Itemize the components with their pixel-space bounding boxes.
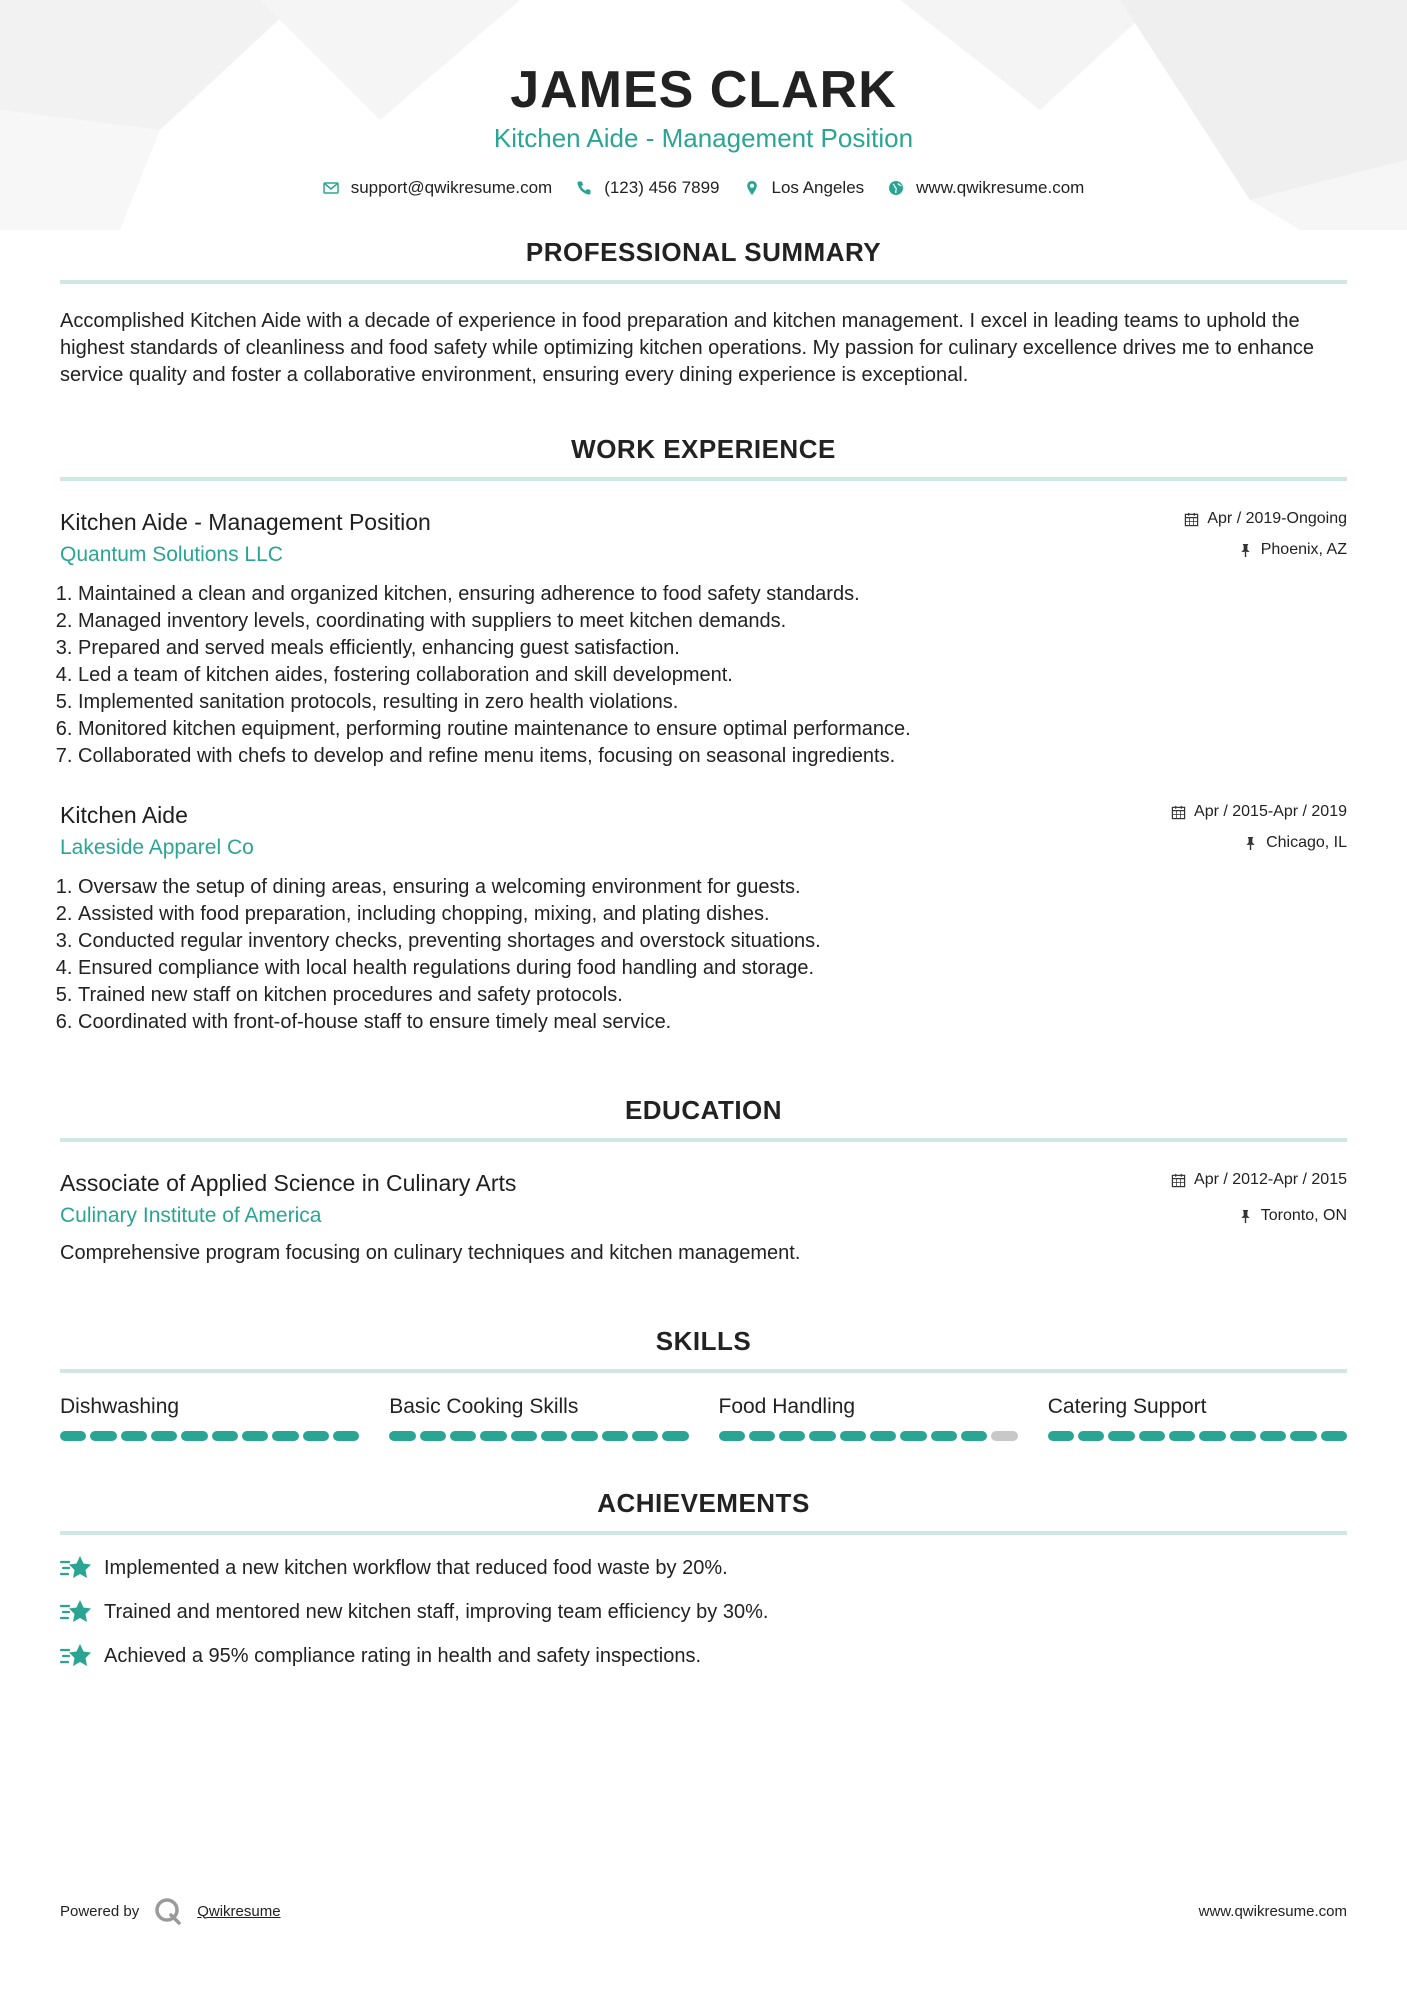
section-divider xyxy=(60,477,1347,481)
skill-segment-filled xyxy=(212,1431,238,1441)
job-dates: Apr / 2019-Ongoing xyxy=(1207,510,1347,527)
skill-segment-filled xyxy=(480,1431,506,1441)
list-item: 2. Managed inventory levels, coordinating with suppliers to meet kitchen demands. xyxy=(78,608,1347,635)
pushpin-icon xyxy=(1238,543,1253,558)
list-item xyxy=(60,1641,1347,1671)
education-section xyxy=(60,1094,1347,1267)
achievements-list xyxy=(60,1553,1347,1671)
skill-segment-empty xyxy=(991,1431,1017,1441)
contact-email[interactable] xyxy=(323,178,553,198)
achievement-text: Trained and mentored new kitchen staff, improving team efficiency by 30%. xyxy=(104,1600,769,1623)
job-title: Kitchen Aide xyxy=(60,802,188,828)
job-duties-list xyxy=(60,874,1347,1036)
contact-phone[interactable] xyxy=(576,178,719,198)
contact-website-text: www.qwikresume.com xyxy=(916,178,1085,197)
job-entry xyxy=(60,507,1347,770)
skill-segment-filled xyxy=(541,1431,567,1441)
skill-segment-filled xyxy=(1108,1431,1134,1441)
skill-segment-filled xyxy=(870,1431,896,1441)
skill-segment-filled xyxy=(749,1431,775,1441)
skill-segment-filled xyxy=(90,1431,116,1441)
skill-segment-filled xyxy=(1048,1431,1074,1441)
candidate-role: Kitchen Aide - Management Position xyxy=(493,123,914,153)
contact-email-text: support@qwikresume.com xyxy=(350,178,553,197)
list-item: 1. Maintained a clean and organized kitchen, ensuring adherence to food safety standards. xyxy=(78,581,1347,608)
list-item xyxy=(60,1597,1347,1627)
skill-segment-filled xyxy=(420,1431,446,1441)
skill-segment-filled xyxy=(1260,1431,1286,1441)
education-dates: Apr / 2012-Apr / 2015 xyxy=(1194,1171,1347,1188)
powered-by-label: Powered by xyxy=(60,1902,140,1920)
experience-section xyxy=(60,433,1347,1036)
contact-phone-text: (123) 456 7899 xyxy=(604,178,720,197)
skill-segment-filled xyxy=(1139,1431,1165,1441)
contact-bar xyxy=(60,178,1347,198)
section-divider xyxy=(60,1531,1347,1535)
calendar-icon xyxy=(1171,805,1186,820)
skill-level-bar xyxy=(719,1431,1018,1441)
skill-segment-filled xyxy=(303,1431,329,1441)
experience-title: WORK EXPERIENCE xyxy=(571,434,836,464)
skill-segment-filled xyxy=(272,1431,298,1441)
skill-item xyxy=(1048,1393,1347,1441)
degree-title: Associate of Applied Science in Culinary Arts xyxy=(60,1170,517,1196)
skill-segment-filled xyxy=(809,1431,835,1441)
list-item: 6. Coordinated with front-of-house staff to ensure timely meal service. xyxy=(78,1009,1347,1036)
list-item: 5. Trained new staff on kitchen procedures and safety protocols. xyxy=(78,982,1347,1009)
skill-level-bar xyxy=(60,1431,359,1441)
skill-segment-filled xyxy=(779,1431,805,1441)
skill-item xyxy=(60,1393,359,1441)
skill-segment-filled xyxy=(1078,1431,1104,1441)
skill-segment-filled xyxy=(1230,1431,1256,1441)
summary-title: PROFESSIONAL SUMMARY xyxy=(525,237,882,267)
skill-segment-filled xyxy=(602,1431,628,1441)
powered-by xyxy=(60,1896,281,1926)
education-title: EDUCATION xyxy=(624,1095,783,1125)
star-icon xyxy=(60,1554,92,1582)
contact-location-text: Los Angeles xyxy=(771,178,865,197)
skills-section xyxy=(60,1325,1347,1441)
skill-segment-filled xyxy=(1169,1431,1195,1441)
calendar-icon xyxy=(1171,1173,1186,1188)
skills-title: SKILLS xyxy=(655,1326,752,1356)
skill-segment-filled xyxy=(1199,1431,1225,1441)
section-divider xyxy=(60,1138,1347,1142)
list-item: 4. Led a team of kitchen aides, fostering collaboration and skill development. xyxy=(78,662,1347,689)
skill-segment-filled xyxy=(632,1431,658,1441)
skill-segment-filled xyxy=(662,1431,688,1441)
skill-segment-filled xyxy=(511,1431,537,1441)
job-location: Phoenix, AZ xyxy=(1260,541,1347,558)
skill-level-bar xyxy=(389,1431,688,1441)
skill-name: Dishwashing xyxy=(60,1395,180,1418)
list-item: 1. Oversaw the setup of dining areas, ensuring a welcoming environment for guests. xyxy=(78,874,1347,901)
skill-segment-filled xyxy=(181,1431,207,1441)
skill-segment-filled xyxy=(931,1431,957,1441)
list-item: 4. Ensured compliance with local health regulations during food handling and storage. xyxy=(78,955,1347,982)
star-icon xyxy=(60,1598,92,1626)
phone-icon xyxy=(576,180,592,196)
school-name: Culinary Institute of America xyxy=(60,1204,322,1227)
list-item: 5. Implemented sanitation protocols, resulting in zero health violations. xyxy=(78,689,1347,716)
skill-item xyxy=(389,1393,688,1441)
skill-name: Catering Support xyxy=(1047,1395,1207,1418)
skill-segment-filled xyxy=(151,1431,177,1441)
skill-segment-filled xyxy=(60,1431,86,1441)
star-icon xyxy=(60,1642,92,1670)
skill-level-bar xyxy=(1048,1431,1347,1441)
job-location: Chicago, IL xyxy=(1266,834,1347,851)
section-divider xyxy=(60,1369,1347,1373)
pushpin-icon xyxy=(1243,836,1258,851)
contact-location xyxy=(744,178,865,198)
skill-segment-filled xyxy=(450,1431,476,1441)
candidate-name: JAMES CLARK xyxy=(510,61,897,119)
qwikresume-logo-icon xyxy=(153,1896,183,1926)
summary-section xyxy=(60,236,1347,389)
skill-segment-filled xyxy=(1290,1431,1316,1441)
skills-grid xyxy=(60,1393,1347,1441)
skill-segment-filled xyxy=(333,1431,359,1441)
calendar-icon xyxy=(1184,512,1199,527)
list-item: 3. Conducted regular inventory checks, preventing shortages and overstock situations. xyxy=(78,928,1347,955)
job-title: Kitchen Aide - Management Position xyxy=(60,509,431,535)
achievement-text: Implemented a new kitchen workflow that reduced food waste by 20%. xyxy=(104,1556,728,1579)
contact-website[interactable] xyxy=(888,178,1084,198)
skill-segment-filled xyxy=(571,1431,597,1441)
skill-segment-filled xyxy=(900,1431,926,1441)
envelope-icon xyxy=(323,180,339,196)
skill-segment-filled xyxy=(719,1431,745,1441)
list-item: 3. Prepared and served meals efficiently, enhancing guest satisfaction. xyxy=(78,635,1347,662)
education-location: Toronto, ON xyxy=(1260,1207,1347,1224)
footer-website[interactable]: www.qwikresume.com xyxy=(1198,1902,1347,1920)
skill-segment-filled xyxy=(840,1431,866,1441)
job-entry xyxy=(60,800,1347,1036)
achievements-title: ACHIEVEMENTS xyxy=(597,1488,810,1518)
job-company: Lakeside Apparel Co xyxy=(60,836,254,859)
summary-text: Accomplished Kitchen Aide with a decade of experience in food preparation and kitchen management. I excel in leading teams to uphold the highest standards of cleanliness and food safety while optimizing kitchen operations. My passion for culinary excellence drives me to enhance service quality and foster a collaborative environment, ensuring every dining experience is exceptional. xyxy=(60,310,1315,386)
section-divider xyxy=(60,280,1347,284)
skill-segment-filled xyxy=(389,1431,415,1441)
skill-segment-filled xyxy=(242,1431,268,1441)
education-entry xyxy=(60,1168,1347,1267)
skill-name: Food Handling xyxy=(718,1395,856,1418)
skill-segment-filled xyxy=(961,1431,987,1441)
skill-segment-filled xyxy=(1321,1431,1347,1441)
pushpin-icon xyxy=(1238,1209,1253,1224)
map-pin-icon xyxy=(744,180,760,196)
job-duties-list xyxy=(60,581,1347,770)
list-item: 7. Collaborated with chefs to develop and refine menu items, focusing on seasonal ingredients. xyxy=(78,743,1347,770)
globe-icon xyxy=(888,180,904,196)
brand-link[interactable]: Qwikresume xyxy=(197,1902,281,1920)
skill-item xyxy=(719,1393,1018,1441)
job-dates: Apr / 2015-Apr / 2019 xyxy=(1194,803,1347,820)
achievement-text: Achieved a 95% compliance rating in health and safety inspections. xyxy=(104,1644,702,1667)
list-item xyxy=(60,1553,1347,1583)
list-item: 6. Monitored kitchen equipment, performing routine maintenance to ensure optimal performance. xyxy=(78,716,1347,743)
page-footer xyxy=(60,1896,1347,1926)
skill-segment-filled xyxy=(121,1431,147,1441)
skill-name: Basic Cooking Skills xyxy=(389,1395,579,1418)
list-item: 2. Assisted with food preparation, including chopping, mixing, and plating dishes. xyxy=(78,901,1347,928)
education-description: Comprehensive program focusing on culinary techniques and kitchen management. xyxy=(60,1242,801,1264)
achievements-section xyxy=(60,1487,1347,1671)
job-company: Quantum Solutions LLC xyxy=(60,543,283,566)
